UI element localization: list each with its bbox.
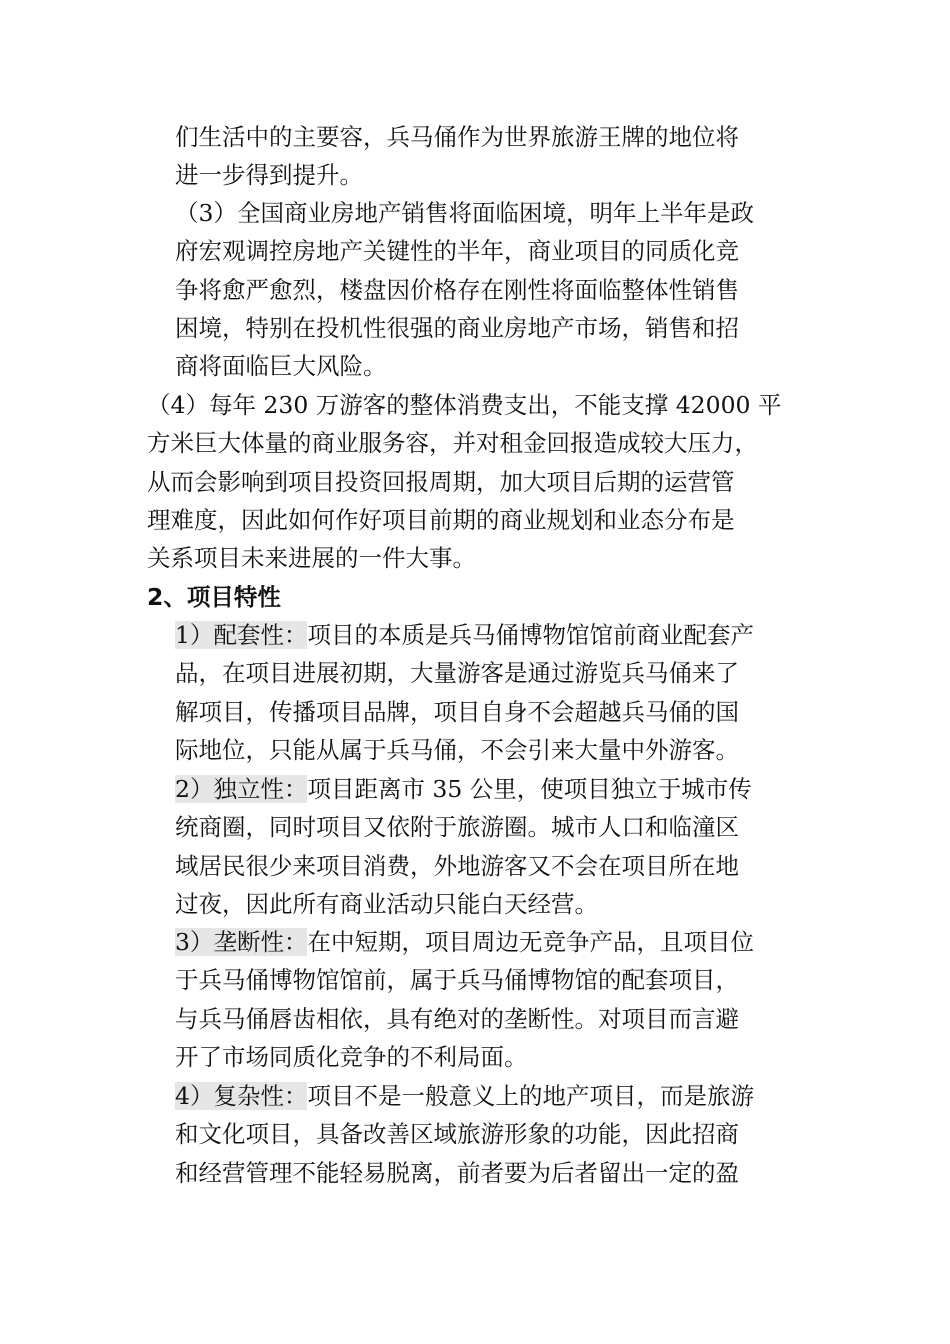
text-line: 过夜，因此所有商业活动只能白天经营。 bbox=[175, 889, 598, 918]
text-line: （3）全国商业房地产销售将面临困境，明年上半年是政 bbox=[175, 199, 754, 227]
text-line: 从而会影响到项目投资回报周期，加大项目后期的运营管 bbox=[147, 467, 735, 496]
text-line: 们生活中的主要容，兵马俑作为世界旅游王牌的地位将 bbox=[175, 123, 739, 151]
text-line: 开了市场同质化竞争的不利局面。 bbox=[175, 1042, 528, 1071]
text-line bbox=[175, 1077, 754, 1115]
section-heading: 2、项目特性 bbox=[147, 583, 281, 611]
paragraph-point-4 bbox=[147, 386, 781, 577]
text-line bbox=[175, 616, 754, 654]
text-line: 进一步得到提升。 bbox=[175, 161, 363, 190]
text-line bbox=[175, 923, 754, 961]
text-line: 品，在项目进展初期，大量游客是通过游览兵马俑来了 bbox=[175, 659, 739, 688]
feature-text: 项目不是一般意义上的地产项目，而是旅游 bbox=[307, 1082, 754, 1110]
text-line: 域居民很少来项目消费，外地游客又不会在项目所在地 bbox=[175, 851, 739, 880]
text-line: 和经营管理不能轻易脱离，前者要为后者留出一定的盈 bbox=[175, 1158, 739, 1187]
feature-item-independence bbox=[175, 770, 752, 923]
text-line: 商将面临巨大风险。 bbox=[175, 352, 387, 381]
feature-label: 3）垄断性： bbox=[175, 928, 308, 956]
feature-label: 1）配套性： bbox=[175, 621, 308, 649]
text-line: 方米巨大体量的商业服务容，并对租金回报造成较大压力， bbox=[147, 429, 758, 458]
feature-item-supporting bbox=[175, 616, 754, 769]
text-line: （4）每年 230 万游客的整体消费支出，不能支撑 42000 平 bbox=[147, 391, 782, 419]
feature-text: 项目的本质是兵马俑博物馆馆前商业配套产 bbox=[307, 621, 754, 649]
feature-label: 2）独立性： bbox=[175, 775, 308, 803]
feature-text: 项目距离市 35 公里，使项目独立于城市传 bbox=[307, 775, 752, 803]
text-line: 困境，特别在投机性很强的商业房地产市场，销售和招 bbox=[175, 313, 739, 342]
feature-item-complexity bbox=[175, 1077, 754, 1192]
text-line: 于兵马俑博物馆馆前，属于兵马俑博物馆的配套项目， bbox=[175, 966, 739, 995]
text-line: 理难度，因此如何作好项目前期的商业规划和业态分布是 bbox=[147, 505, 735, 534]
feature-item-monopoly bbox=[175, 923, 754, 1076]
text-line: 与兵马俑唇齿相依，具有绝对的垄断性。对项目而言避 bbox=[175, 1004, 739, 1033]
paragraph-point-3 bbox=[175, 194, 754, 385]
text-line: 和文化项目，具备改善区域旅游形象的功能，因此招商 bbox=[175, 1120, 739, 1149]
text-line: 府宏观调控房地产关键性的半年，商业项目的同质化竞 bbox=[175, 237, 739, 266]
text-line: 解项目，传播项目品牌，项目自身不会超越兵马俑的国 bbox=[175, 697, 739, 726]
paragraph-continuation bbox=[175, 118, 739, 195]
text-line: 际地位，只能从属于兵马俑，不会引来大量中外游客。 bbox=[175, 735, 739, 764]
text-line: 争将愈严愈烈，楼盘因价格存在刚性将面临整体性销售 bbox=[175, 275, 739, 304]
text-line: 关系项目未来进展的一件大事。 bbox=[147, 544, 476, 573]
feature-text: 在中短期，项目周边无竞争产品，且项目位 bbox=[307, 928, 754, 956]
feature-label: 4）复杂性： bbox=[175, 1082, 308, 1110]
text-line: 统商圈，同时项目又依附于旅游圈。城市人口和临潼区 bbox=[175, 813, 739, 842]
text-line bbox=[175, 770, 752, 808]
